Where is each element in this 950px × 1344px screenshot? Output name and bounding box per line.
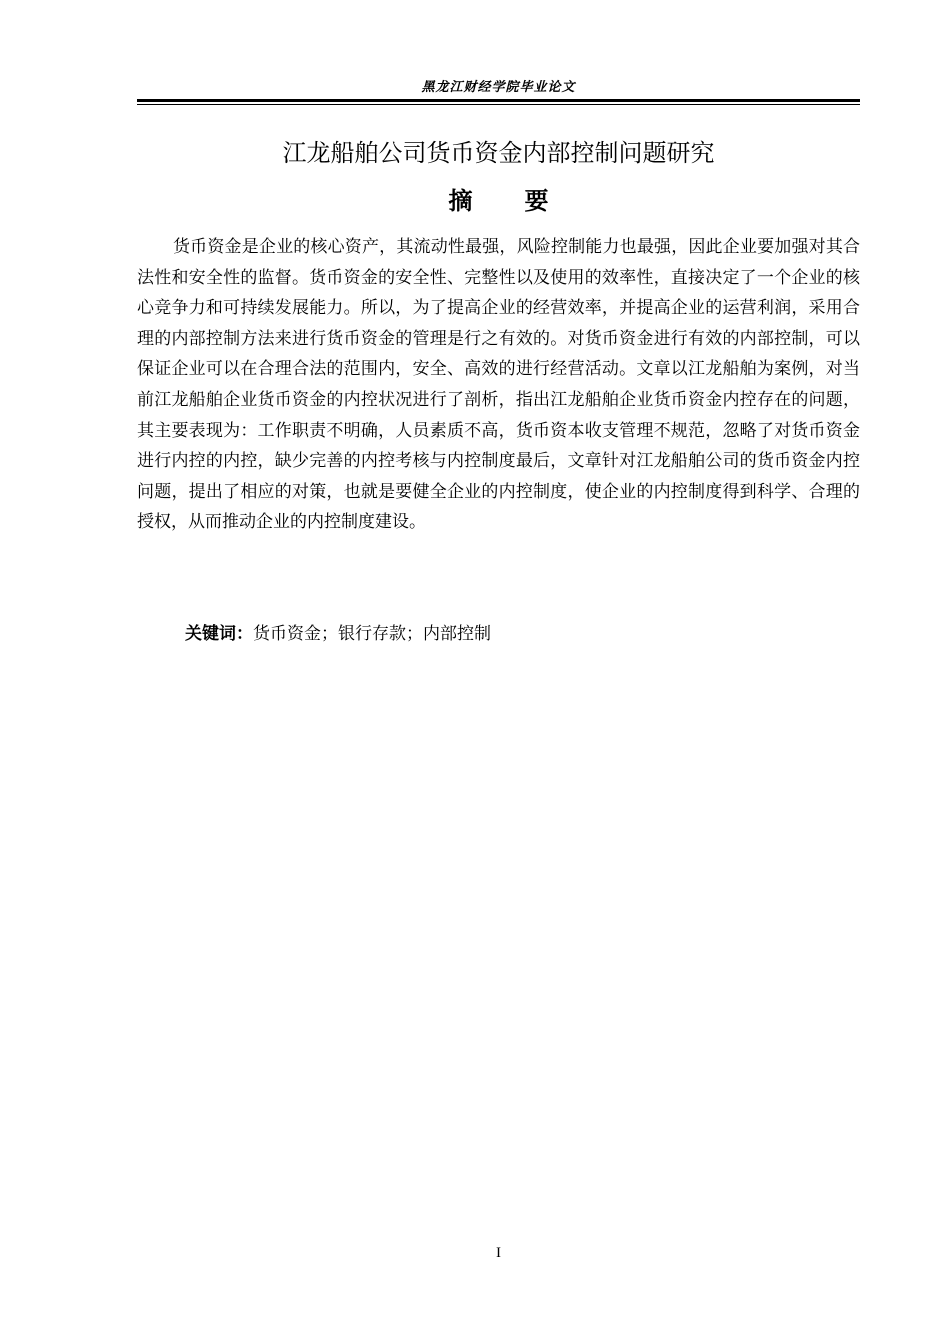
running-header: 黑龙江财经学院毕业论文 — [421, 80, 576, 95]
abstract-body: 货币资金是企业的核心资产，其流动性最强，风险控制能力也最强，因此企业要加强对其合法性和安全性的监督。货币资金的安全性、完整性以及使用的效率性，直接决定了一个企业的核心竞争力和可持续发展能力。所以，为了提高企业的经营效率，并提高企业的运营利润，采用合理的内部控制方法来进行货币资金的管理是行之有效的。对货币资金进行有效的内部控制，可以保证企业可以在合理合法的范围内，安全、高效的进行经营活动。文章以江龙船舶为案例，对当前江龙船舶企业货币资金的内控状况进行了剖析，指出江龙船舶企业货币资金内控存在的问题，其主要表现为：工作职责不明确，人员素质不高，货币资本收支管理不规范，忽略了对货币资金进行内控的内控，缺少完善的内控考核与内控制度最后，文章针对江龙船舶公司的货币资金内控问题，提出了相应的对策，也就是要健全企业的内控制度，使企业的内控制度得到科学、合理的授权，从而推动企业的内控制度建设。 — [137, 237, 860, 533]
header-rule-thick — [137, 99, 860, 102]
thesis-title: 江龙船舶公司货币资金内部控制问题研究 — [282, 139, 715, 167]
abstract-heading: 摘要 — [448, 187, 601, 215]
keywords-line — [185, 621, 491, 647]
keywords-label: 关键词： — [185, 624, 253, 644]
keywords-values: 货币资金；银行存款；内部控制 — [253, 624, 491, 644]
page-number: I — [496, 1245, 501, 1261]
header-rule-thin — [137, 104, 860, 105]
